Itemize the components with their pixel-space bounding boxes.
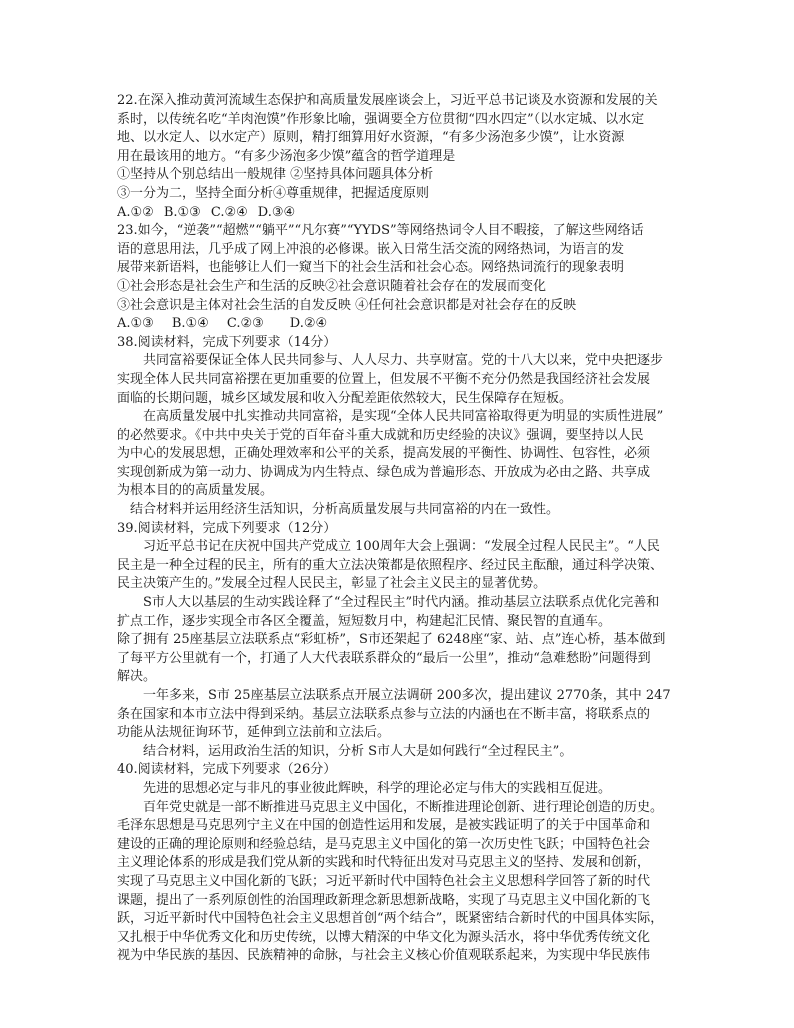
question-38 — [117, 334, 679, 520]
material-line: 建设的正确的理论原则和经验总结，是马克思主义中国化的第一次历史性飞跃；中国特色社会 — [117, 836, 651, 852]
material-line: S市人大以基层的生动实践诠释了“全过程民主”时代内涵。推动基层立法联系点优化完善和 — [143, 595, 660, 611]
material-line: 民主是一种全过程的民主，所有的重大立法决策都是依照程序、经过民主酝酿，通过科学决策、 — [117, 557, 664, 573]
question-39 — [117, 520, 679, 762]
question-40 — [117, 761, 679, 966]
material-line: 主义理论体系的形成是我们党从新的实践和时代特征出发对马克思主义的坚持、发展和创新， — [117, 855, 651, 871]
material-line: 实现了马克思主义中国化新的飞跃；习近平新时代中国特色社会主义思想科学回答了新的时代 — [117, 873, 651, 889]
statement-line: ③一分为二，坚持全面分析④尊重规律，把握适度原则 — [117, 185, 430, 201]
option-b: B.①③ — [163, 204, 201, 220]
material-line: 又扎根于中华优秀文化和历史传统，以博大精深的中华文化为源头活水，将中华优秀传统文化 — [117, 929, 651, 945]
question-22 — [117, 92, 679, 222]
statement-line: ①坚持从个别总结出一般规律 ②坚持具体问题具体分析 — [117, 167, 434, 183]
question-text-line: 地、以水定人、以水定产）原则，精打细算用好水资源，“有多少汤泡多少馍”，让水资源 — [117, 130, 625, 146]
material-line: 实现全体人民共同富裕摆在更加重要的位置上，但发展不平衡不充分仍然是我国经济社会发展 — [117, 371, 651, 387]
material-line: 实现创新成为第一动力、协调成为内生特点、绿色成为普遍形态、开放成为必由之路、共享成 — [117, 464, 651, 480]
material-line: 视为中华民族的基因、民族精神的命脉，与社会主义核心价值观联系起来，为实现中华民族伟 — [117, 948, 651, 964]
material-line: 习近平总书记在庆祝中国共产党成立 100周年大会上强调：“发展全过程人民民主”。“人民 — [143, 539, 660, 555]
material-line: 百年党史就是一部不断推进马克思主义中国化，不断推进理论创新、进行理论创造的历史。 — [143, 799, 664, 815]
question-text-line: 22.在深入推动黄河流域生态保护和高质量发展座谈会上，习近平总书记谈及水资源和发展的关 — [117, 93, 658, 108]
question-heading: 40.阅读材料，完成下列要求（26分） — [117, 762, 337, 778]
exam-page — [117, 92, 679, 966]
option-c: C.②④ — [210, 204, 248, 220]
question-text-line: 用在最该用的地方。“有多少汤泡多少馍”蕴含的哲学道理是 — [117, 148, 456, 164]
statement-line: ①社会形态是社会生产和生活的反映②社会意识随着社会存在的发展而变化 — [117, 278, 547, 294]
question-23 — [117, 222, 679, 334]
statement-line: ③社会意识是主体对社会生活的自发反映 ④任何社会意识都是对社会存在的反映 — [117, 297, 577, 313]
material-line: 课题，提出了一系列原创性的治国理政新理念新思想新战略，实现了马克思主义中国化新的飞 — [117, 892, 651, 908]
material-line: 跃，习近平新时代中国特色社会主义思想首创“两个结合”，既紧密结合新时代的中国具体实际， — [117, 911, 664, 927]
material-line: 扩点工作，逐步实现全市各区全覆盖，短短数月中，构建起汇民情、聚民智的直通车。 — [117, 613, 612, 629]
material-line: 的必然要求。《中共中央关于党的百年奋斗重大成就和历史经验的决议》强调，要坚持以人民 — [117, 427, 644, 443]
material-line: 为根本目的的高质量发展。 — [117, 483, 274, 499]
answer-options — [117, 204, 679, 223]
answer-options — [117, 315, 679, 334]
question-text-line: 系时，以传统名吃“羊肉泡馍”作形象比喻，强调要全方位贯彻“四水四定”（以水定城、以水定 — [117, 111, 645, 127]
option-d: D.③④ — [257, 204, 296, 220]
material-line: 在高质量发展中扎实推动共同富裕，是实现“全体人民共同富裕取得更为明显的实质性进展” — [143, 409, 664, 425]
material-line: 了每平方公里就有一个，打通了人大代表联系群众的“最后一公里”，推动“急难愁盼”问题得到 — [117, 650, 651, 666]
material-line: 为中心的发展思想，正确处理效率和公平的关系，提高发展的平衡性、协调性、包容性，必须 — [117, 446, 651, 462]
material-line: 共同富裕要保证全体人民共同参与、人人尽力、共享财富。党的十八大以来，党中央把逐步 — [143, 353, 664, 369]
question-text-line: 语的意思用法，几乎成了网上冲浪的必修课。嵌入日常生活交流的网络热词，为语言的发 — [117, 241, 625, 257]
option-a: A.①③ — [117, 316, 154, 332]
material-line: 条在国家和本市立法中得到采纳。基层立法联系点参与立法的内涵也在不断丰富，将联系点的 — [117, 706, 651, 722]
material-line: 民主决策产生的。”发展全过程人民民主，彰显了社会主义民主的显著优势。 — [117, 576, 547, 592]
material-line: 一年多来，S市 25座基层立法联系点开展立法调研 200多次，提出建议 2770条，其中 247 — [143, 688, 671, 703]
option-d: D.②④ — [289, 316, 328, 332]
material-line: 面临的长期问题，城乡区域发展和收入分配差距依然较大，民生保障存在短板。 — [117, 390, 573, 406]
material-line: 毛泽东思想是马克思列宁主义在中国的创造性运用和发展，是被实践证明了的关于中国革命和 — [117, 818, 651, 834]
question-text-line: 展带来新语料，也能够让人们一窥当下的社会生活和社会心态。网络热词流行的现象表明 — [117, 260, 625, 276]
material-line: 解决。 — [117, 669, 157, 685]
material-line: 除了拥有 25座基层立法联系点“彩虹桥”，S市还架起了 6248座“家、站、点”连心桥，基本做到 — [117, 632, 666, 648]
question-heading: 39.阅读材料，完成下列要求（12分） — [117, 520, 337, 536]
option-c: C.②③ — [226, 316, 264, 332]
task-line: 结合材料，运用政治生活的知识，分析 S市人大是如何践行“全过程民主”。 — [143, 743, 573, 759]
option-b: B.①④ — [171, 316, 209, 332]
task-line: 结合材料并运用经济生活知识，分析高质量发展与共同富裕的内在一致性。 — [130, 502, 560, 518]
option-a: A.①② — [117, 204, 154, 220]
question-heading: 38.阅读材料，完成下列要求（14分） — [117, 334, 337, 350]
material-line: 先进的思想必定与非凡的事业彼此辉映，科学的理论必定与伟大的实践相互促进。 — [143, 780, 612, 796]
material-line: 功能从法规征询环节，延伸到立法前和立法后。 — [117, 725, 391, 741]
question-text-line: 23.如今，“逆袭”“超燃”“躺平”“凡尔赛”“YYDS”等网络热词令人目不暇接，了解这些网络话 — [117, 223, 644, 239]
